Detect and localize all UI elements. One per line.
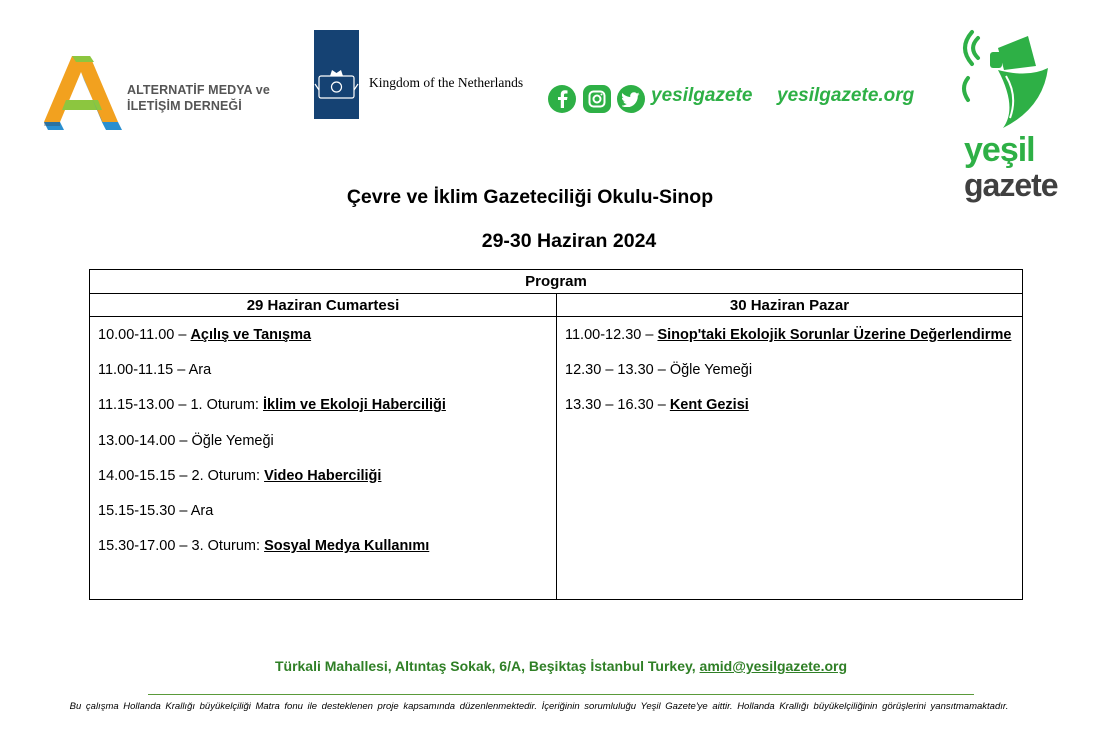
day-column-saturday <box>90 294 557 599</box>
brand-line2: gazete <box>964 167 1058 203</box>
schedule-time: 13.30 – 16.30 – <box>565 397 670 414</box>
session-label: 2. Oturum: <box>191 467 265 484</box>
session-label: 1. Oturum: <box>190 397 263 414</box>
website-link[interactable]: yesilgazete.org <box>777 85 915 106</box>
schedule-time: 11.00-11.15 – Ara <box>98 362 212 379</box>
session-topic: Sinop'taki Ekolojik Sorunlar Üzerine Değerlendirme <box>657 327 1012 343</box>
program-heading: Program <box>90 270 1022 294</box>
brand-line1: yeşil <box>964 131 1035 169</box>
schedule-item <box>98 325 556 360</box>
schedule-time: 11.00-12.30 – <box>565 327 658 343</box>
schedule-item <box>98 431 556 466</box>
schedule-time: 11.15-13.00 – <box>98 397 191 414</box>
netherlands-name: Kingdom of the Netherlands <box>369 75 524 90</box>
page-title: Çevre ve İklim Gazeteciliği Okulu-Sinop <box>346 186 714 208</box>
schedule-item <box>565 395 1022 430</box>
session-label: 3. Oturum: <box>191 538 265 555</box>
disclaimer: Bu çalışma Hollanda Krallığı büyükelçiliği Matra fonu ile desteklenen proje kapsamında düzenlenmektedir. İçeriğinin sorumluluğu Yeşil Gazete'ye aittir. Hollanda Krallığı büyükelçiliğinin görüşlerini yansıtmamaktadır. <box>69 701 1009 712</box>
day-column-sunday <box>557 294 1022 599</box>
day-heading: 29 Haziran Cumartesi <box>90 294 556 317</box>
schedule-item <box>98 466 556 501</box>
schedule-time: 10.00-11.00 – <box>98 327 191 343</box>
amid-logo-icon <box>36 50 126 134</box>
event-date: 29-30 Haziran 2024 <box>481 230 657 252</box>
schedule-item <box>98 360 556 395</box>
schedule-time: 15.30-17.00 – <box>98 538 192 555</box>
schedule-time: 12.30 – 13.30 – Öğle Yemeği <box>565 362 753 379</box>
schedule-time: 13.00-14.00 – Öğle Yemeği <box>98 432 274 449</box>
session-topic: İklim ve Ekoloji Haberciliği <box>262 397 446 414</box>
email-link[interactable]: amid@yesilgazete.org <box>699 658 848 674</box>
schedule-list <box>90 317 556 571</box>
twitter-icon[interactable] <box>617 85 645 113</box>
schedule-item <box>565 360 1022 395</box>
amid-name-line2: İLETİŞİM DERNEĞİ <box>127 99 242 113</box>
program-table <box>89 269 1023 600</box>
schedule-item <box>98 395 556 430</box>
schedule-time: 14.00-15.15 – <box>98 467 192 484</box>
schedule-item <box>565 325 1022 360</box>
footer-address <box>0 658 1113 674</box>
amid-name <box>127 82 270 114</box>
footer-divider <box>148 694 974 695</box>
amid-name-line1: ALTERNATİF MEDYA ve <box>127 83 270 97</box>
session-topic: Kent Gezisi <box>669 397 749 414</box>
megaphone-icon <box>958 18 1058 138</box>
instagram-icon[interactable] <box>583 85 611 113</box>
session-topic: Sosyal Medya Kullanımı <box>264 538 430 555</box>
schedule-item <box>98 501 556 536</box>
facebook-icon[interactable] <box>548 85 576 113</box>
address-text: Türkali Mahallesi, Altıntaş Sokak, 6/A, Beşiktaş İstanbul Turkey, <box>274 658 700 674</box>
social-handle[interactable]: yesilgazete <box>651 85 753 106</box>
session-topic: Video Haberciliği <box>264 467 382 484</box>
session-topic: Açılış ve Tanışma <box>190 327 312 343</box>
schedule-time: 15.15-15.30 – Ara <box>98 502 214 519</box>
schedule-item <box>98 536 556 571</box>
schedule-list <box>557 317 1022 431</box>
netherlands-emblem-icon <box>314 30 359 119</box>
day-heading: 30 Haziran Pazar <box>557 294 1022 317</box>
